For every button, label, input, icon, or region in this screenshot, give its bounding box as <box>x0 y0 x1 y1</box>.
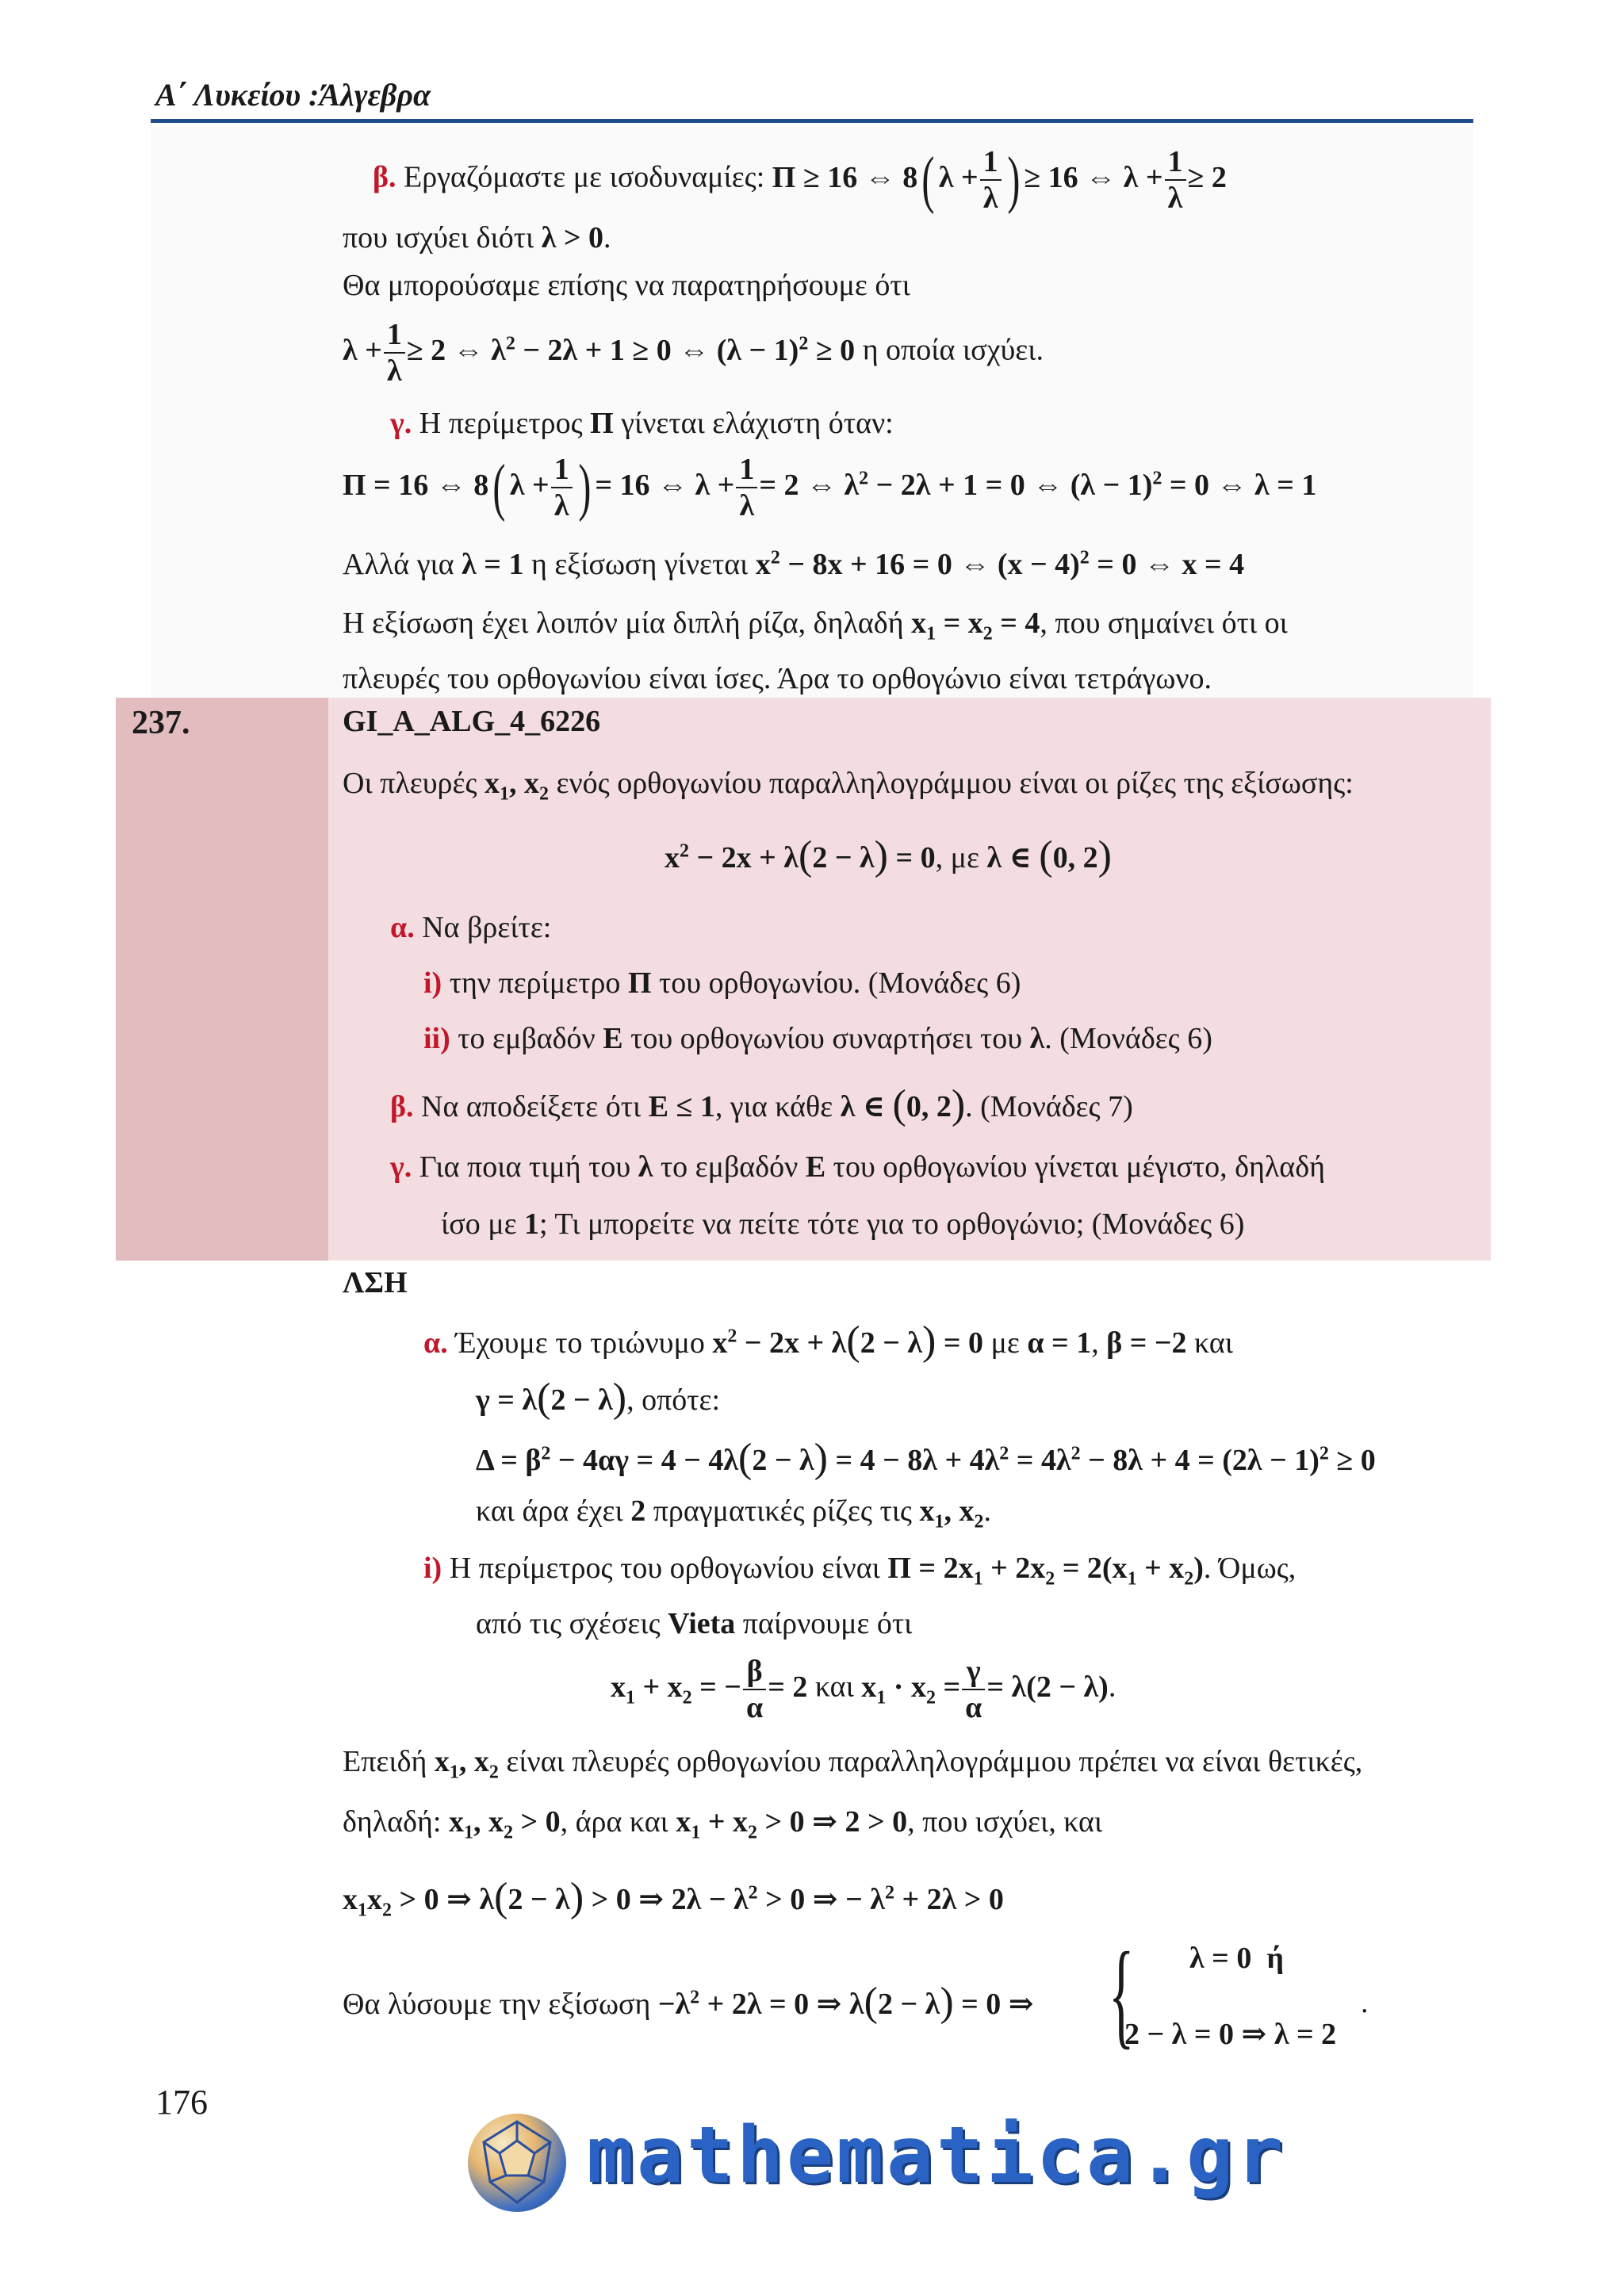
problem-ii-text2: του ορθογωνίου συναρτήσει του <box>630 1022 1023 1055</box>
prev-b-label: β. <box>373 160 396 194</box>
solution-case1: λ = 0 ή <box>1189 1942 1284 1975</box>
prev-g-intro2: γίνεται ελάχιστη όταν: <box>621 407 894 440</box>
problem-b-text3: . (Μονάδες 7) <box>965 1090 1133 1123</box>
solution-vieta-text: από τις σχέσεις <box>476 1607 661 1640</box>
problem-g-e: Ε <box>805 1150 826 1184</box>
solution-vieta-name: Vieta <box>668 1607 736 1640</box>
problem-b-ineq: Ε ≤ 1 <box>648 1090 715 1123</box>
problem-b-range: λ ∈ (0, 2) <box>840 1082 966 1127</box>
solution-namely-text2: , άρα και <box>560 1805 668 1839</box>
prev-double-root-math: $x_1 = x_2 = 4$ <box>911 607 1040 645</box>
solution-perimeter: $\Pi = 2x_1 + 2x_2 = 2(x_1 + x_2)$ <box>887 1552 1204 1590</box>
solution-namely-sum: $x_1 + x_2 > 0$ ⇒ 2 > 0 <box>676 1805 908 1843</box>
prev-lambda-1: λ = 1 <box>462 548 524 581</box>
solution-a-text2: με <box>990 1326 1020 1360</box>
solution-since-sides: $x_1$, $x_2$ <box>434 1745 499 1783</box>
problem-i-line <box>423 966 1021 1001</box>
solution-vieta-line <box>476 1606 912 1641</box>
problem-statement: ενός ορθογωνίου παραλληλογράμμου είναι οι ρίζες της εξίσωσης: <box>556 767 1354 800</box>
problem-i-pi: Π <box>627 966 652 1000</box>
solution-gamma: γ = λ(2 − λ) <box>476 1376 627 1421</box>
solution-final-dot: . <box>1361 1986 1369 2019</box>
prev-b-intro: Εργαζόμαστε με ισοδυναμίες: <box>404 160 765 194</box>
problem-g-line2a: ίσο με <box>441 1207 517 1241</box>
problem-equation-line <box>665 832 1112 879</box>
problem-ii-text3: . (Μονάδες 6) <box>1044 1022 1212 1055</box>
problem-ii-text: το εμβαδόν <box>458 1022 596 1055</box>
problem-a-text: Να βρείτε: <box>422 911 552 944</box>
prev-double-root-text: Η εξίσωση έχει λοιπόν μία διπλή ρίζα, δηλαδή <box>343 607 904 640</box>
solution-since-text: Επειδή <box>343 1745 427 1778</box>
solution-case2: 2 − λ = 0 ⇒ λ = 2 <box>1124 2018 1337 2051</box>
problem-b-label: β. <box>390 1090 414 1123</box>
solution-vieta-math: $x_1 + x_2$ = − $\frac{\beta}{\alpha}$ = 2 και $x_1 \cdot x_2$ = $\frac{\gamma}{\alpha}$ = λ(2 − λ). <box>611 1655 1116 1724</box>
solution-beta: β = −2 <box>1106 1326 1187 1360</box>
problem-lambda-range: λ ∈ (0, 2) <box>986 833 1112 878</box>
solution-namely-ineq: $x_1$, $x_2 > 0$ <box>448 1805 561 1843</box>
problem-i-text2: του ορθογωνίου. (Μονάδες 6) <box>659 966 1021 1000</box>
problem-g-lambda: λ <box>638 1150 653 1184</box>
solution-vieta-text2: παίρνουμε ότι <box>742 1607 913 1640</box>
problem-g-text3: του ορθογωνίου γίνεται μέγιστο, δηλαδή <box>833 1150 1325 1184</box>
solution-solve-line <box>343 1979 1034 2026</box>
prev-alt-line <box>343 317 1044 388</box>
solution-roots-names: $x_1$, $x_2$ <box>919 1494 984 1533</box>
prev-alt-text: Θα μπορούσαμε επίσης να παρατηρήσουμε ότι <box>343 269 910 302</box>
solution-product-math: $x_1x_2 > 0$ ⇒ λ(2 − λ) > 0 ⇒ $2\lambda - \lambda^2 > 0$ ⇒ − $\lambda^2 + 2\lambda > 0$ <box>343 1875 1004 1921</box>
problem-b-line <box>390 1081 1133 1128</box>
solution-solve-text: Θα λύσουμε την εξίσωση <box>343 1988 651 2021</box>
problem-ii-lambda: λ <box>1029 1022 1045 1055</box>
solution-a-line: α. Έχουμε το τριώνυμο $x^2 - 2x + \lambda(2 - \lambda) = 0$ με α = 1, β = −2 και <box>423 1318 1233 1364</box>
solution-since-line <box>343 1744 1362 1784</box>
solution-a-text: Έχουμε το τριώνυμο <box>455 1326 705 1360</box>
prev-but-text2: η εξίσωση γίνεται <box>530 548 749 581</box>
prev-holds-text: που ισχύει διότι <box>343 221 534 254</box>
prev-alt-math: λ + $\frac{1}{\lambda}$ ≥ 2 ⇔ $\lambda^2 - 2\lambda + 1 \ge 0$ ⇔ $(\lambda - 1)^2 \ge 0$ <box>343 318 856 388</box>
problem-a-label: α. <box>390 911 415 944</box>
page-number: 176 <box>155 2083 208 2122</box>
problem-sides: $x_1$, $x_2$ <box>485 767 550 805</box>
problem-b-text2: , για κάθε <box>714 1090 833 1123</box>
solution-heading: ΛΣΗ <box>343 1266 408 1299</box>
solution-alpha: α = 1 <box>1027 1326 1092 1360</box>
solution-gamma-tail: , οπότε: <box>626 1383 721 1417</box>
prev-g-line <box>390 406 894 441</box>
logo-polyhedron-icon <box>468 2114 566 2212</box>
prev-square-text: πλευρές του ορθογωνίου είναι ίσες. Άρα το ορθογώνιο είναι τετράγωνο. <box>343 662 1212 695</box>
problem-g-line2 <box>441 1207 1244 1242</box>
prev-g-intro: Η περίμετρος <box>419 407 583 440</box>
problem-g-line2b: ; Τι μπορείτε να πείτε τότε για το ορθογώνιο; (Μονάδες 6) <box>539 1207 1245 1241</box>
prev-b-math: Π ≥ 16 ⇔ 8( λ + $\frac{1}{\lambda}$ ) ≥ 16 ⇔ λ + $\frac{1}{\lambda}$ ≥ 2 <box>772 145 1227 215</box>
solution-i-text2: . Όμως, <box>1203 1552 1297 1585</box>
solution-i-line <box>423 1551 1296 1590</box>
problem-i-text: την περίμετρο <box>449 966 621 1000</box>
solution-trinomial: $x^2 - 2x + \lambda(2 - \lambda) = 0$ <box>712 1318 983 1364</box>
solution-roots-text2: πραγματικές ρίζες τις <box>653 1494 912 1528</box>
problem-g-label: γ. <box>390 1150 412 1184</box>
logo-text: mathematica.gr <box>587 2110 1287 2201</box>
problem-g-line <box>390 1150 1325 1184</box>
problem-statement-line <box>343 766 1354 806</box>
solution-i-label: i) <box>423 1552 442 1585</box>
problem-g-text: Για ποια τιμή του <box>419 1150 631 1184</box>
problem-g-one: 1 <box>524 1207 540 1241</box>
solution-a-text3: και <box>1194 1326 1233 1360</box>
prev-double-root-line <box>343 606 1288 645</box>
problem-g-text2: το εμβαδόν <box>660 1150 799 1184</box>
problem-statement-lead: Οι πλευρές <box>343 767 477 800</box>
prev-g-pi: Π <box>590 407 614 440</box>
prev-but-line <box>343 547 1244 582</box>
problem-number-cell <box>116 698 328 1261</box>
solution-namely-line <box>343 1803 1102 1844</box>
solution-a-label: α. <box>423 1326 448 1360</box>
prev-but-math: $x^2 - 8x + 16 = 0$ ⇔ $(x - 4)^2 = 0$ ⇔ x = 4 <box>755 547 1245 581</box>
problem-equation: $x^2 - 2x + \lambda(2 - \lambda) = 0$ <box>665 833 936 878</box>
solution-brace: { <box>1109 1928 1135 2060</box>
problem-a-line <box>390 910 551 945</box>
solution-namely-text: δηλαδή: <box>343 1805 442 1839</box>
header-title: Α΄ Λυκείου :Άλγεβρα <box>155 77 431 113</box>
prev-g-math: Π = 16 ⇔ 8( λ + $\frac{1}{\lambda}$ ) = 16 ⇔ λ + $\frac{1}{\lambda}$ = 2 ⇔ $\lambda^2 - 2\lambda + 1 = 0$ ⇔ $(\lambda - 1)^2 = 0$ ⇔ λ = 1 <box>343 453 1317 522</box>
problem-equation-with: , με <box>935 841 979 874</box>
solution-roots-line: και άρα έχει 2 πραγματικές ρίζες τις $x_1$, $x_2$. <box>476 1494 991 1533</box>
solution-since-text2: είναι πλευρές ορθογωνίου παραλληλογράμμου πρέπει να είναι θετικές, <box>506 1745 1363 1778</box>
prev-holds-line: που ισχύει διότι λ > 0. <box>343 221 611 254</box>
problem-ii-e: Ε <box>603 1022 623 1055</box>
prev-but-text: Αλλά για <box>343 548 454 581</box>
prev-g-label: γ. <box>390 407 412 440</box>
solution-namely-text3: , που ισχύει, και <box>907 1805 1103 1839</box>
problem-i-label: i) <box>423 966 442 1000</box>
solution-delta: $\Delta = \beta^2 - 4\alpha\gamma = 4 - 4\lambda(2 - \lambda) = 4 - 8\lambda + 4\lambda^2 = 4\lambda^2 - 8\lambda + 4 = (2\lambda - 1)^2 \ge 0$ <box>476 1436 1376 1481</box>
problem-ii-line <box>423 1021 1212 1056</box>
solution-vieta-and: και <box>814 1670 854 1704</box>
header-rule <box>151 119 1473 123</box>
prev-double-root-tail: , που σημαίνει ότι οι <box>1040 607 1288 640</box>
solution-i-text: Η περίμετρος του ορθογωνίου είναι <box>449 1552 880 1585</box>
problem-ii-label: ii) <box>423 1022 450 1055</box>
prev-alt-tail: η οποία ισχύει. <box>862 333 1044 367</box>
solution-roots-count: 2 <box>630 1494 646 1528</box>
solution-roots-text: και άρα έχει <box>476 1494 623 1528</box>
solution-gamma-line <box>476 1375 720 1422</box>
problem-number: 237. <box>132 705 190 741</box>
prev-holds-math: λ > 0 <box>541 221 604 254</box>
problem-b-text: Να αποδείξετε ότι <box>421 1090 642 1123</box>
prev-b-line <box>373 144 1227 216</box>
solution-solve-math: $-\lambda^2 + 2\lambda = 0$ ⇒ λ(2 − λ) = 0 ⇒ <box>657 1980 1034 2025</box>
problem-code: GI_A_ALG_4_6226 <box>343 705 601 738</box>
